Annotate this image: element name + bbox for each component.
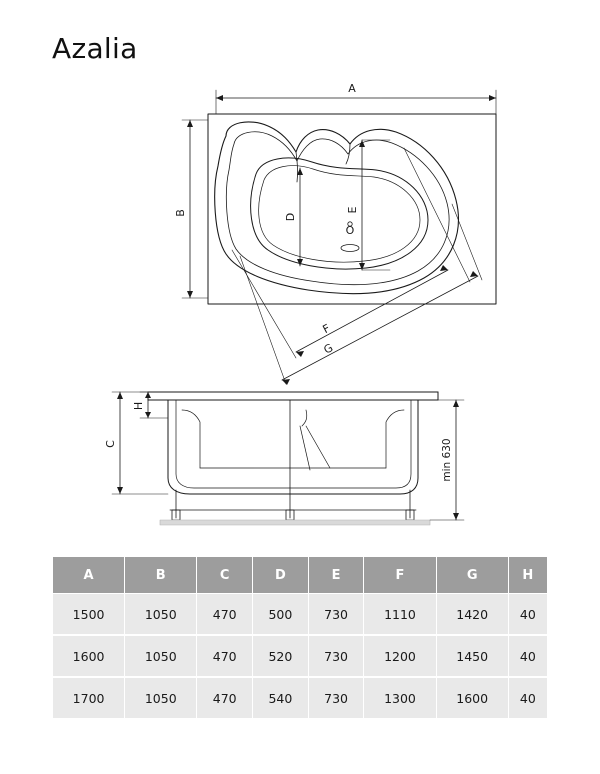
table-cell: 470 (197, 677, 253, 719)
dim-arrow-H-bottom (145, 412, 151, 418)
table-cell: 1200 (364, 635, 436, 677)
table-cell: 1300 (364, 677, 436, 719)
dim-label-B: B (174, 209, 187, 217)
table-cell: 40 (508, 635, 547, 677)
table-header-cell: E (308, 557, 364, 594)
table-cell: 540 (253, 677, 309, 719)
dim-label-O: O (345, 224, 355, 237)
side-bowl-right (386, 410, 404, 468)
dim-arrow-min630-bottom (453, 513, 459, 520)
table-cell: 500 (253, 594, 309, 636)
dim-label-D: D (284, 212, 297, 222)
table-cell: 1700 (53, 677, 125, 719)
dim-arrow-F-end (440, 265, 448, 271)
table-row (53, 635, 548, 677)
dim-label-A: A (348, 82, 356, 95)
table-cell: 730 (308, 635, 364, 677)
side-body-inner (176, 400, 411, 488)
drawing-svg (0, 70, 600, 540)
table-cell: 520 (253, 635, 309, 677)
table-cell: 1050 (125, 677, 197, 719)
dim-arrow-min630-top (453, 400, 459, 407)
table-row (53, 594, 548, 636)
side-drain-pipe-1 (300, 426, 310, 470)
dim-arrow-F-start (296, 351, 304, 357)
seat-divider-line (296, 152, 298, 182)
dim-arrow-A-right (489, 95, 496, 101)
leader-line-right (404, 148, 470, 282)
table-cell: 730 (308, 594, 364, 636)
table-header-cell: G (436, 557, 508, 594)
floor-line (160, 520, 430, 525)
table-cell: 470 (197, 594, 253, 636)
dim-label-E: E (346, 206, 359, 214)
dim-label-min630: min 630 (441, 438, 453, 482)
dim-arrow-B-bottom (187, 291, 193, 298)
table-header-row (53, 557, 548, 594)
side-bowl-left (182, 410, 200, 468)
dim-label-F: F (320, 321, 333, 337)
dim-arrow-B-top (187, 120, 193, 127)
table-cell: 470 (197, 635, 253, 677)
dim-arrow-A-left (216, 95, 223, 101)
dim-arrow-H-top (145, 392, 151, 398)
table-cell: 1050 (125, 635, 197, 677)
side-body-outline (168, 400, 418, 494)
dimensions-table (52, 556, 548, 719)
table-header-cell: B (125, 557, 197, 594)
dim-arrow-C-top (117, 392, 123, 399)
technical-drawing (0, 70, 600, 540)
table-header-cell: D (253, 557, 309, 594)
table-cell: 730 (308, 677, 364, 719)
table-cell: 40 (508, 677, 547, 719)
table-cell: 1050 (125, 594, 197, 636)
table-header-cell: A (53, 557, 125, 594)
bath-inner-bowl-offset (259, 166, 420, 262)
table-header-cell: H (508, 557, 547, 594)
table-row (53, 677, 548, 719)
bath-outer-rim (215, 122, 459, 294)
table-cell: 1500 (53, 594, 125, 636)
dim-label-G: G (321, 341, 336, 357)
dim-label-C: C (104, 440, 117, 448)
dim-label-H: H (132, 401, 145, 411)
side-drain-pipe-2 (306, 426, 330, 468)
dim-arrow-C-bottom (117, 487, 123, 494)
side-drain-curve (302, 410, 307, 426)
table-cell: 1600 (436, 677, 508, 719)
table-cell: 1110 (364, 594, 436, 636)
table-cell: 1600 (53, 635, 125, 677)
table-header-cell: F (364, 557, 436, 594)
ext-line-G-right (452, 204, 482, 280)
page-title: Azalia (52, 32, 138, 65)
table-cell: 40 (508, 594, 547, 636)
dim-arrow-G-end (470, 271, 478, 277)
table-cell: 1450 (436, 635, 508, 677)
table-header-cell: C (197, 557, 253, 594)
table-cell: 1420 (436, 594, 508, 636)
drain-ellipse (341, 245, 359, 252)
